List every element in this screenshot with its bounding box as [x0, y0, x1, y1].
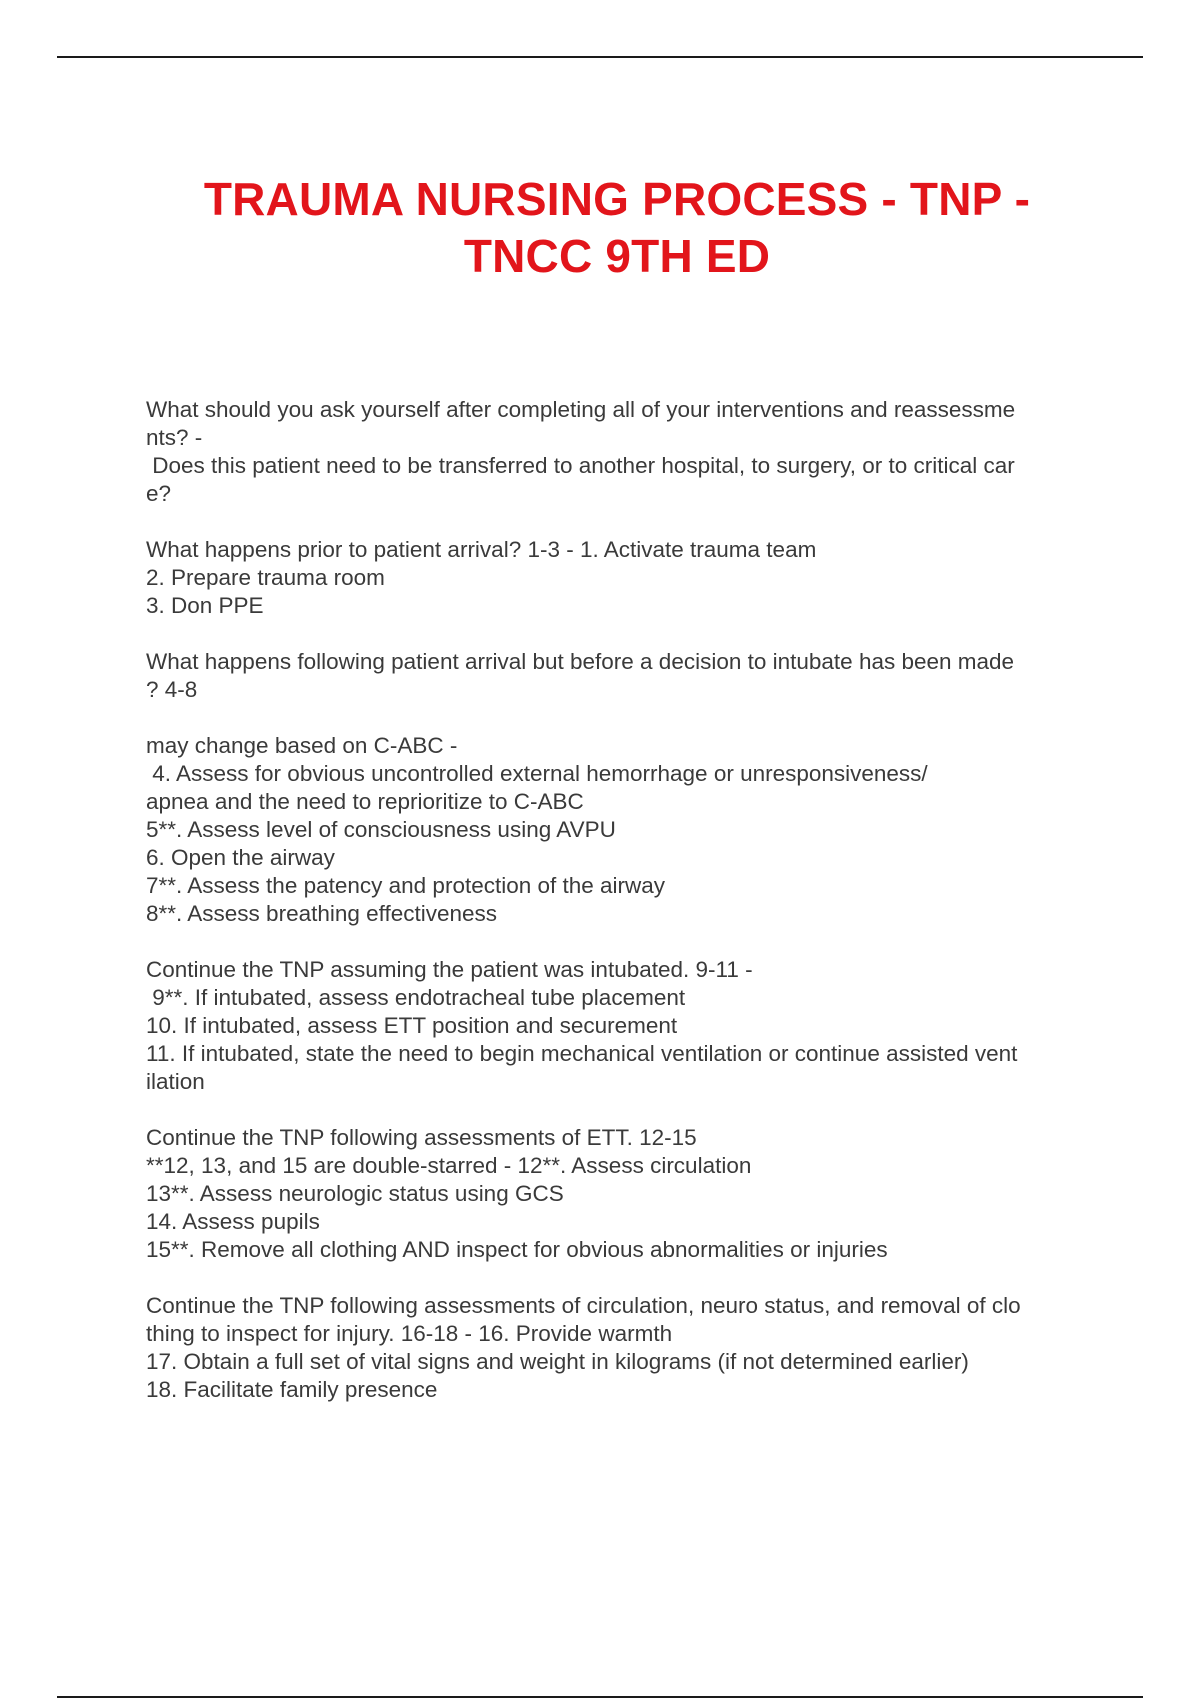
text-line: 6. Open the airway [146, 845, 335, 870]
qa-entry-2 [146, 536, 1096, 620]
text-line: 14. Assess pupils [146, 1209, 320, 1234]
text-line: Continue the TNP following assessments of circulation, neuro status, and removal of clo [146, 1293, 1021, 1318]
blank-line [146, 704, 1096, 732]
text-line: 15**. Remove all clothing AND inspect for obvious abnormalities or injuries [146, 1237, 888, 1262]
text-line: Continue the TNP following assessments of ETT. 12-15 [146, 1125, 697, 1150]
text-line: Does this patient need to be transferred to another hospital, to surgery, or to critical car [146, 453, 1015, 478]
title-line-2: TNCC 9TH ED [463, 230, 771, 282]
top-rule [57, 56, 1143, 58]
text-line: What happens prior to patient arrival? 1-3 - 1. Activate trauma team [146, 537, 817, 562]
text-line: 7**. Assess the patency and protection of the airway [146, 873, 666, 898]
document-title [120, 171, 1114, 285]
text-line: 11. If intubated, state the need to begin mechanical ventilation or continue assisted vent [146, 1041, 1018, 1066]
qa-entry-6 [146, 1292, 1096, 1404]
qa-entry-1 [146, 396, 1096, 508]
text-line: 10. If intubated, assess ETT position and securement [146, 1013, 678, 1038]
text-line: What happens following patient arrival but before a decision to intubate has been made [146, 649, 1015, 674]
text-line: nts? - [146, 425, 203, 450]
text-line: 3. Don PPE [146, 593, 264, 618]
bottom-rule [57, 1696, 1143, 1698]
text-line: may change based on C-ABC - [146, 733, 458, 758]
text-line: 9**. If intubated, assess endotracheal tube placement [146, 985, 686, 1010]
text-line: 17. Obtain a full set of vital signs and weight in kilograms (if not determined earlier) [146, 1349, 969, 1374]
title-line-1: TRAUMA NURSING PROCESS - TNP - [203, 173, 1031, 225]
text-line: 5**. Assess level of consciousness using AVPU [146, 817, 616, 842]
text-line: Continue the TNP assuming the patient was intubated. 9-11 - [146, 957, 753, 982]
text-line: 13**. Assess neurologic status using GCS [146, 1181, 564, 1206]
text-line: apnea and the need to reprioritize to C-ABC [146, 789, 584, 814]
text-line: 18. Facilitate family presence [146, 1377, 438, 1402]
text-line: thing to inspect for injury. 16-18 - 16. Provide warmth [146, 1321, 673, 1346]
qa-entry-3 [146, 648, 1096, 928]
text-line: What should you ask yourself after completing all of your interventions and reassessme [146, 397, 1016, 422]
text-line: **12, 13, and 15 are double-starred - 12**. Assess circulation [146, 1153, 752, 1178]
text-line: 4. Assess for obvious uncontrolled external hemorrhage or unresponsiveness/ [146, 761, 928, 786]
text-line: ? 4-8 [146, 677, 198, 702]
document-body [146, 396, 1096, 1432]
text-line: 2. Prepare trauma room [146, 565, 385, 590]
text-line: e? [146, 481, 172, 506]
qa-entry-4 [146, 956, 1096, 1096]
qa-entry-5 [146, 1124, 1096, 1264]
text-line: 8**. Assess breathing effectiveness [146, 901, 498, 926]
text-line: ilation [146, 1069, 205, 1094]
